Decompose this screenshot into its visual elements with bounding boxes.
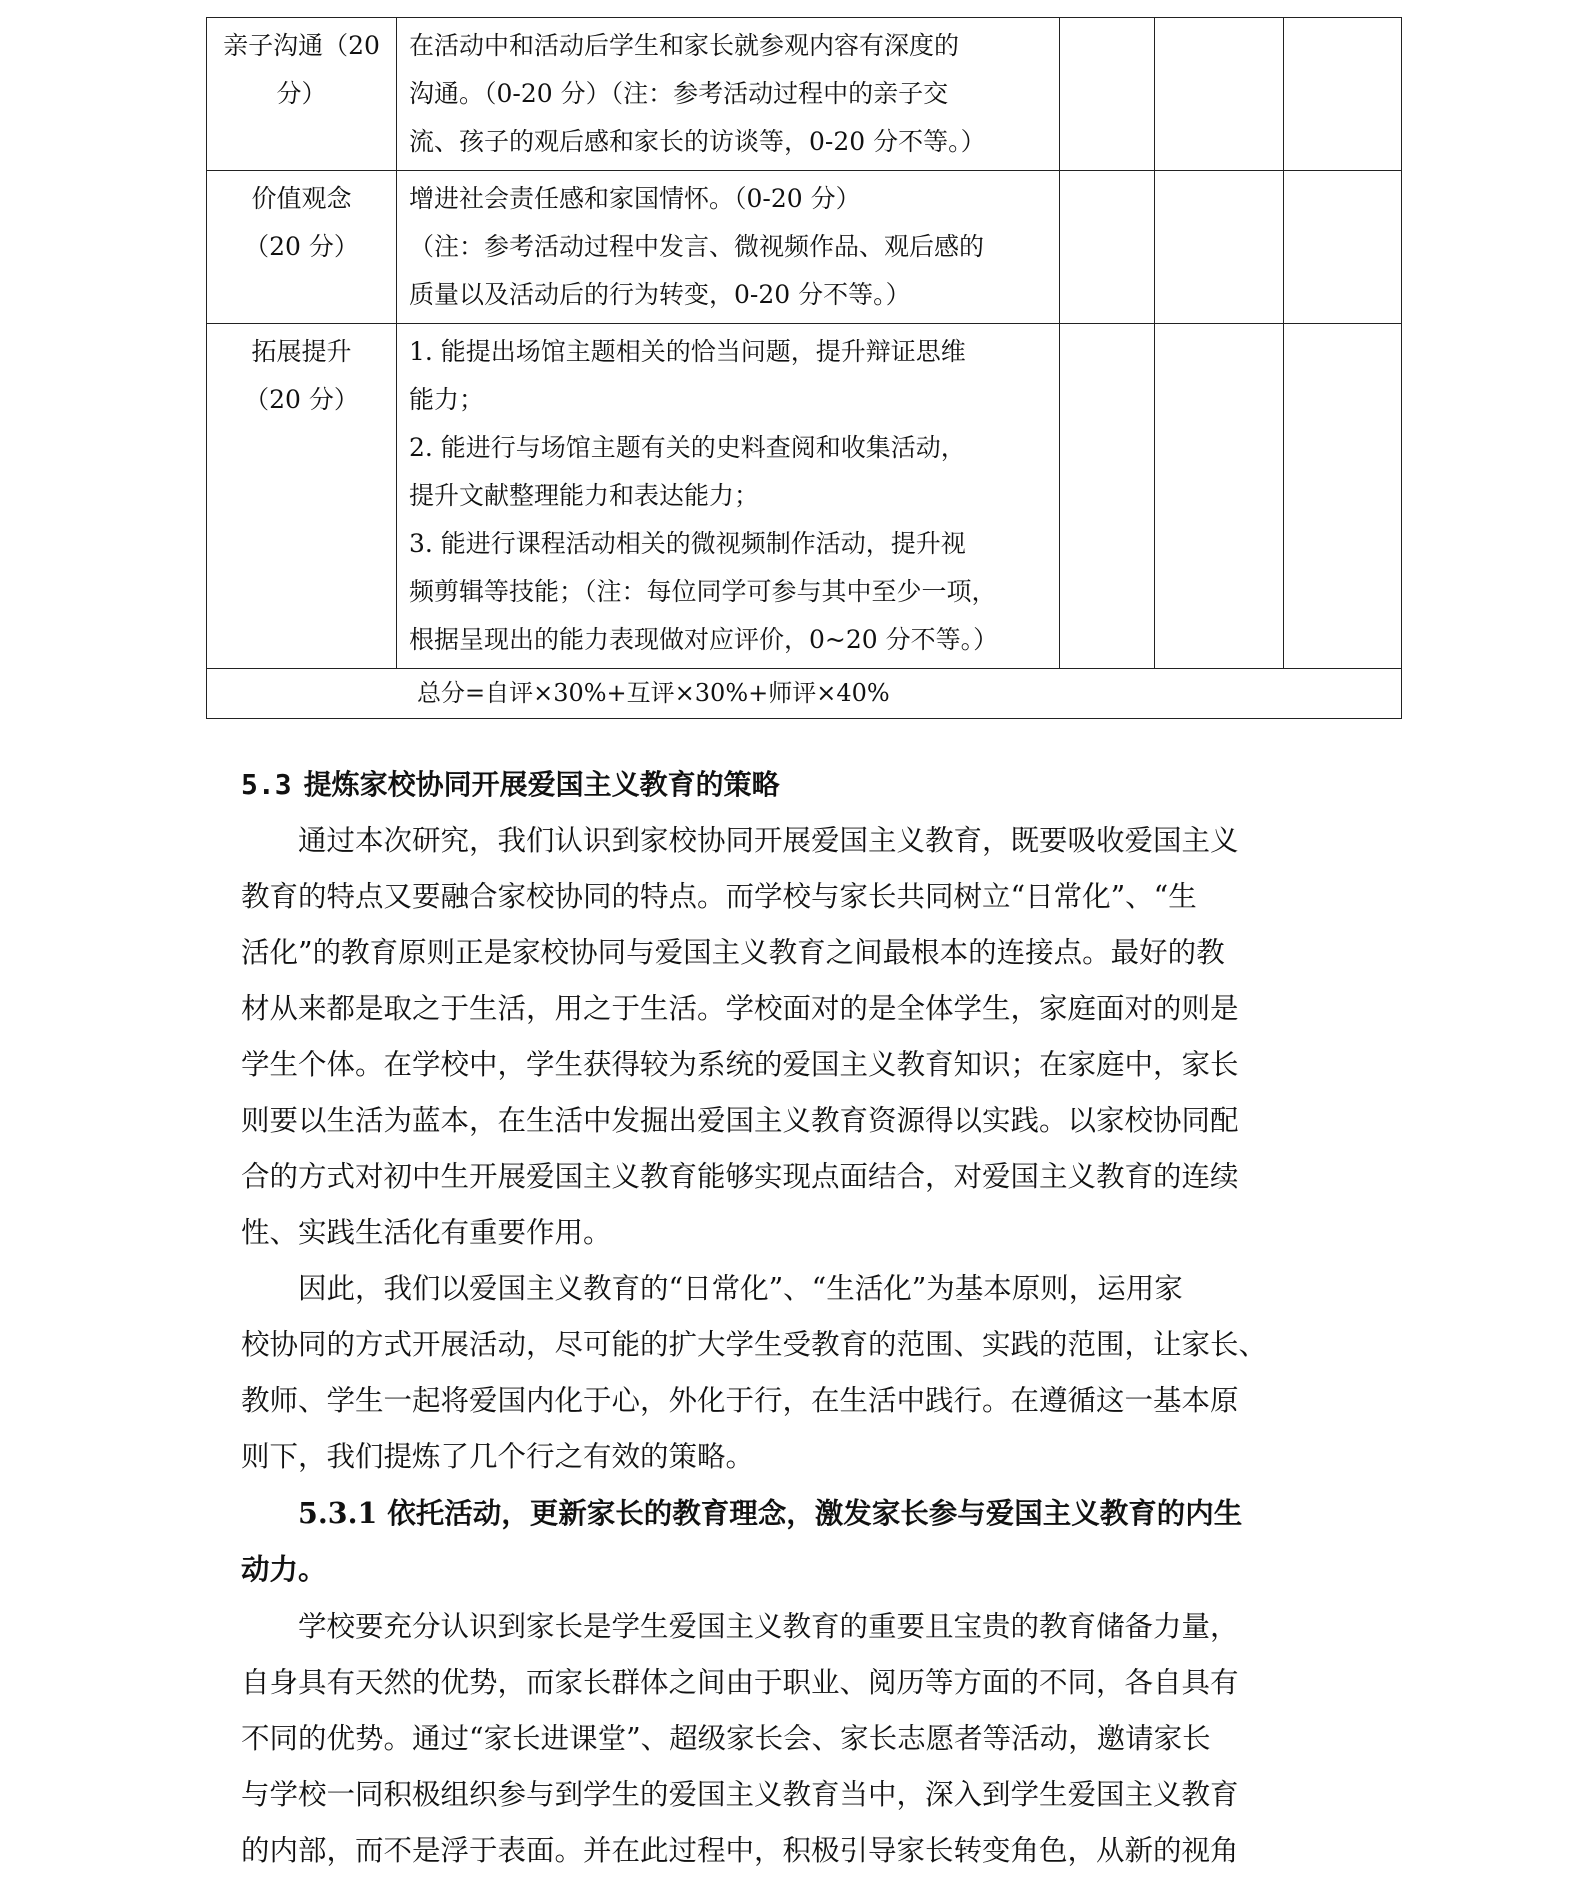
description-line: 提升文献整理能力和表达能力； bbox=[409, 481, 760, 510]
peer-score-cell bbox=[1155, 18, 1284, 171]
category-label: 拓展提升 bbox=[251, 337, 352, 366]
description-line: 能力； bbox=[409, 385, 485, 414]
category-cell bbox=[207, 18, 397, 171]
description-cell bbox=[397, 18, 1060, 171]
description-line: 2. 能进行与场馆主题有关的史料查阅和收集活动， bbox=[409, 433, 966, 462]
description-line: 增进社会责任感和家国情怀。（0-20 分） bbox=[409, 184, 861, 213]
paragraph-line: 则下，我们提炼了几个行之有效的策略。 bbox=[241, 1440, 755, 1473]
description-line: 频剪辑等技能；（注：每位同学可参与其中至少一项， bbox=[409, 577, 997, 606]
category-label: （20 分） bbox=[244, 232, 359, 261]
paragraph-line: 的内部，而不是浮于表面。并在此过程中，积极引导家长转变角色，从新的视角 bbox=[241, 1834, 1239, 1867]
teacher-score-cell bbox=[1284, 324, 1402, 669]
paragraph-line: 性、实践生活化有重要作用。 bbox=[241, 1216, 612, 1249]
paragraph-line: 学生个体。在学校中，学生获得较为系统的爱国主义教育知识；在家庭中，家长 bbox=[241, 1048, 1239, 1081]
paragraph-line: 与学校一同积极组织参与到学生的爱国主义教育当中，深入到学生爱国主义教育 bbox=[241, 1778, 1239, 1811]
description-line: 根据呈现出的能力表现做对应评价，0~20 分不等。） bbox=[409, 625, 999, 654]
description-line: （注：参考活动过程中发言、微视频作品、观后感的 bbox=[409, 232, 985, 261]
paragraph-line: 自身具有天然的优势，而家长群体之间由于职业、阅历等方面的不同，各自具有 bbox=[241, 1666, 1239, 1699]
category-cell bbox=[207, 324, 397, 669]
self-score-cell bbox=[1060, 171, 1155, 324]
teacher-score-cell bbox=[1284, 171, 1402, 324]
description-line: 流、孩子的观后感和家长的访谈等，0-20 分不等。） bbox=[409, 127, 986, 156]
total-formula: 总分=自评×30%+互评×30%+师评×40% bbox=[207, 669, 1402, 719]
paragraph-line: 教育的特点又要融合家校协同的特点。而学校与家长共同树立“日常化”、“生 bbox=[241, 880, 1197, 913]
category-label: 分） bbox=[276, 79, 327, 108]
peer-score-cell bbox=[1155, 171, 1284, 324]
paragraph-line: 材从来都是取之于生活，用之于生活。学校面对的是全体学生，家庭面对的则是 bbox=[241, 992, 1239, 1025]
paragraph-line: 教师、学生一起将爱国内化于心，外化于行，在生活中践行。在遵循这一基本原 bbox=[241, 1384, 1239, 1417]
section-number: 5.3 bbox=[241, 768, 292, 801]
description-cell bbox=[397, 171, 1060, 324]
table-row bbox=[207, 171, 1402, 324]
paragraph bbox=[241, 813, 1361, 1261]
description-line: 3. 能进行课程活动相关的微视频制作活动，提升视 bbox=[409, 529, 966, 558]
peer-score-cell bbox=[1155, 324, 1284, 669]
paragraph-line: 活化”的教育原则正是家校协同与爱国主义教育之间最根本的连接点。最好的教 bbox=[241, 936, 1225, 969]
paragraph bbox=[241, 1261, 1361, 1485]
paragraph-line: 学校要充分认识到家长是学生爱国主义教育的重要且宝贵的教育储备力量， bbox=[298, 1610, 1239, 1643]
self-score-cell bbox=[1060, 324, 1155, 669]
description-line: 1. 能提出场馆主题相关的恰当问题，提升辩证思维 bbox=[409, 337, 966, 366]
evaluation-table bbox=[206, 17, 1402, 719]
description-cell bbox=[397, 324, 1060, 669]
subsection-heading bbox=[241, 1485, 1361, 1597]
paragraph-line: 则要以生活为蓝本，在生活中发掘出爱国主义教育资源得以实践。以家校协同配 bbox=[241, 1104, 1239, 1137]
paragraph-line: 合的方式对初中生开展爱国主义教育能够实现点面结合，对爱国主义教育的连续 bbox=[241, 1160, 1239, 1193]
teacher-score-cell bbox=[1284, 18, 1402, 171]
paragraph-line: 通过本次研究，我们认识到家校协同开展爱国主义教育，既要吸收爱国主义 bbox=[298, 824, 1239, 857]
table-row bbox=[207, 324, 1402, 669]
paragraph bbox=[241, 1599, 1361, 1879]
paragraph-line: 因此，我们以爱国主义教育的“日常化”、“生活化”为基本原则，运用家 bbox=[298, 1272, 1183, 1305]
section-heading bbox=[241, 757, 780, 813]
description-line: 沟通。（0-20 分）（注：参考活动过程中的亲子交 bbox=[409, 79, 949, 108]
description-line: 在活动中和活动后学生和家长就参观内容有深度的 bbox=[409, 31, 960, 60]
category-label: 价值观念 bbox=[251, 184, 352, 213]
table-row bbox=[207, 18, 1402, 171]
category-cell bbox=[207, 171, 397, 324]
subsection-heading-line: 动力。 bbox=[241, 1552, 327, 1586]
category-label: （20 分） bbox=[244, 385, 359, 414]
section-title-text: 提炼家校协同开展爱国主义教育的策略 bbox=[303, 768, 780, 801]
table-total-row bbox=[207, 669, 1402, 719]
self-score-cell bbox=[1060, 18, 1155, 171]
subsection-heading-line: 5.3.1 依托活动，更新家长的教育理念，激发家长参与爱国主义教育的内生 bbox=[298, 1496, 1243, 1530]
category-label: 亲子沟通（20 bbox=[223, 31, 380, 60]
paragraph-line: 不同的优势。通过“家长进课堂”、超级家长会、家长志愿者等活动，邀请家长 bbox=[241, 1722, 1211, 1755]
description-line: 质量以及活动后的行为转变，0-20 分不等。） bbox=[409, 280, 911, 309]
paragraph-line: 校协同的方式开展活动，尽可能的扩大学生受教育的范围、实践的范围，让家长、 bbox=[241, 1328, 1268, 1361]
